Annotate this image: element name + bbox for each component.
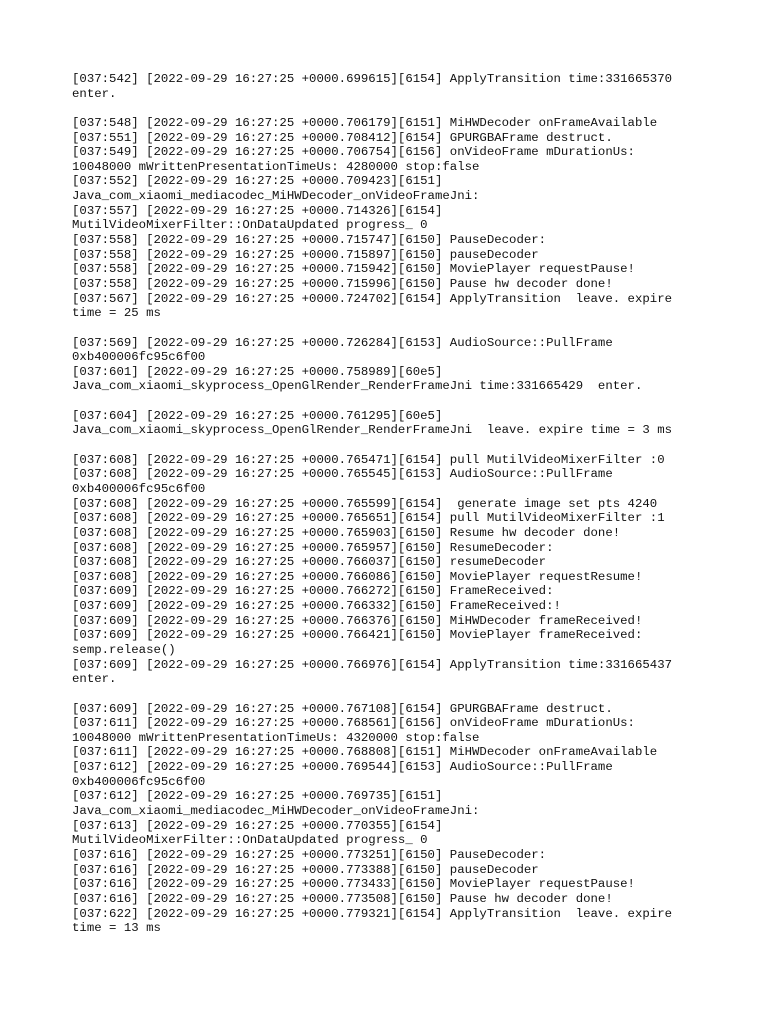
blank-line bbox=[72, 394, 712, 409]
log-line: [037:611] [2022-09-29 16:27:25 +0000.768561][6156] onVideoFrame mDurationUs: bbox=[72, 716, 635, 731]
log-line: [037:613] [2022-09-29 16:27:25 +0000.770355][6154] bbox=[72, 818, 443, 833]
blank-line bbox=[72, 438, 712, 453]
log-line: MutilVideoMixerFilter::OnDataUpdated progress_ 0 bbox=[72, 833, 428, 848]
log-line: [037:609] [2022-09-29 16:27:25 +0000.767108][6154] GPURGBAFrame destruct. bbox=[72, 701, 613, 716]
log-line: [037:611] [2022-09-29 16:27:25 +0000.768808][6151] MiHWDecoder onFrameAvailable bbox=[72, 745, 658, 760]
log-line: [037:609] [2022-09-29 16:27:25 +0000.766332][6150] FrameReceived:! bbox=[72, 599, 561, 614]
log-line: 10048000 mWrittenPresentationTimeUs: 4320000 stop:false bbox=[72, 730, 480, 745]
log-line: [037:608] [2022-09-29 16:27:25 +0000.765957][6150] ResumeDecoder: bbox=[72, 540, 554, 555]
log-line: [037:558] [2022-09-29 16:27:25 +0000.715897][6150] pauseDecoder bbox=[72, 247, 539, 262]
log-line: [037:542] [2022-09-29 16:27:25 +0000.699615][6154] ApplyTransition time:331665370 bbox=[72, 72, 673, 86]
log-line: [037:558] [2022-09-29 16:27:25 +0000.715996][6150] Pause hw decoder done! bbox=[72, 276, 613, 291]
log-line: [037:608] [2022-09-29 16:27:25 +0000.765651][6154] pull MutilVideoMixerFilter :1 bbox=[72, 511, 665, 526]
log-line: Java_com_xiaomi_mediacodec_MiHWDecoder_onVideoFrameJni: bbox=[72, 189, 480, 204]
log-line: [037:601] [2022-09-29 16:27:25 +0000.758989][60e5] bbox=[72, 364, 443, 379]
blank-line bbox=[72, 687, 712, 702]
log-line: Java_com_xiaomi_skyprocess_OpenGlRender_RenderFrameJni leave. expire time = 3 ms bbox=[72, 423, 673, 438]
log-line: [037:616] [2022-09-29 16:27:25 +0000.773388][6150] pauseDecoder bbox=[72, 862, 539, 877]
log-line: [037:608] [2022-09-29 16:27:25 +0000.765545][6153] AudioSource::PullFrame bbox=[72, 467, 613, 482]
blank-line bbox=[72, 101, 712, 116]
log-line: semp.release() bbox=[72, 642, 176, 657]
log-line: [037:608] [2022-09-29 16:27:25 +0000.766086][6150] MoviePlayer requestResume! bbox=[72, 569, 643, 584]
log-line: Java_com_xiaomi_mediacodec_MiHWDecoder_onVideoFrameJni: bbox=[72, 804, 480, 819]
log-line: [037:608] [2022-09-29 16:27:25 +0000.765599][6154] generate image set pts 4240 bbox=[72, 496, 658, 511]
log-line: enter. bbox=[72, 672, 117, 687]
log-line: [037:609] [2022-09-29 16:27:25 +0000.766976][6154] ApplyTransition time:331665437 bbox=[72, 657, 673, 672]
log-line: time = 25 ms bbox=[72, 306, 161, 321]
log-line: [037:552] [2022-09-29 16:27:25 +0000.709423][6151] bbox=[72, 174, 443, 189]
log-line: MutilVideoMixerFilter::OnDataUpdated progress_ 0 bbox=[72, 218, 428, 233]
log-line: 0xb400006fc95c6f00 bbox=[72, 350, 206, 365]
log-line: 10048000 mWrittenPresentationTimeUs: 4280000 stop:false bbox=[72, 159, 480, 174]
log-line: enter. bbox=[72, 86, 117, 101]
log-line: [037:612] [2022-09-29 16:27:25 +0000.769735][6151] bbox=[72, 789, 443, 804]
log-line: [037:608] [2022-09-29 16:27:25 +0000.765903][6150] Resume hw decoder done! bbox=[72, 525, 621, 540]
blank-line bbox=[72, 321, 712, 336]
log-line: [037:616] [2022-09-29 16:27:25 +0000.773433][6150] MoviePlayer requestPause! bbox=[72, 877, 635, 892]
log-line: [037:622] [2022-09-29 16:27:25 +0000.779321][6154] ApplyTransition leave. expire bbox=[72, 906, 673, 921]
log-line: time = 13 ms bbox=[72, 921, 161, 936]
log-line: [037:558] [2022-09-29 16:27:25 +0000.715747][6150] PauseDecoder: bbox=[72, 233, 547, 248]
log-line: [037:612] [2022-09-29 16:27:25 +0000.769544][6153] AudioSource::PullFrame bbox=[72, 760, 613, 775]
log-line: [037:557] [2022-09-29 16:27:25 +0000.714326][6154] bbox=[72, 203, 443, 218]
log-line: [037:609] [2022-09-29 16:27:25 +0000.766272][6150] FrameReceived: bbox=[72, 584, 554, 599]
log-line: [037:609] [2022-09-29 16:27:25 +0000.766421][6150] MoviePlayer frameReceived: bbox=[72, 628, 643, 643]
log-line: [037:608] [2022-09-29 16:27:25 +0000.766037][6150] resumeDecoder bbox=[72, 555, 547, 570]
log-line: [037:569] [2022-09-29 16:27:25 +0000.726284][6153] AudioSource::PullFrame bbox=[72, 335, 613, 350]
log-line: [037:558] [2022-09-29 16:27:25 +0000.715942][6150] MoviePlayer requestPause! bbox=[72, 262, 635, 277]
log-line: [037:608] [2022-09-29 16:27:25 +0000.765471][6154] pull MutilVideoMixerFilter :0 bbox=[72, 452, 665, 467]
log-line: [037:616] [2022-09-29 16:27:25 +0000.773508][6150] Pause hw decoder done! bbox=[72, 891, 613, 906]
log-line: 0xb400006fc95c6f00 bbox=[72, 774, 206, 789]
log-line: [037:551] [2022-09-29 16:27:25 +0000.708412][6154] GPURGBAFrame destruct. bbox=[72, 130, 613, 145]
log-line: [037:616] [2022-09-29 16:27:25 +0000.773251][6150] PauseDecoder: bbox=[72, 847, 547, 862]
log-line: Java_com_xiaomi_skyprocess_OpenGlRender_RenderFrameJni time:331665429 enter. bbox=[72, 379, 643, 394]
log-line: [037:609] [2022-09-29 16:27:25 +0000.766376][6150] MiHWDecoder frameReceived! bbox=[72, 613, 643, 628]
log-line: 0xb400006fc95c6f00 bbox=[72, 481, 206, 496]
log-line: [037:604] [2022-09-29 16:27:25 +0000.761295][60e5] bbox=[72, 408, 443, 423]
log-document bbox=[72, 72, 712, 936]
log-line: [037:567] [2022-09-29 16:27:25 +0000.724702][6154] ApplyTransition leave. expire bbox=[72, 291, 673, 306]
log-line: [037:549] [2022-09-29 16:27:25 +0000.706754][6156] onVideoFrame mDurationUs: bbox=[72, 145, 635, 160]
log-line: [037:548] [2022-09-29 16:27:25 +0000.706179][6151] MiHWDecoder onFrameAvailable bbox=[72, 115, 658, 130]
